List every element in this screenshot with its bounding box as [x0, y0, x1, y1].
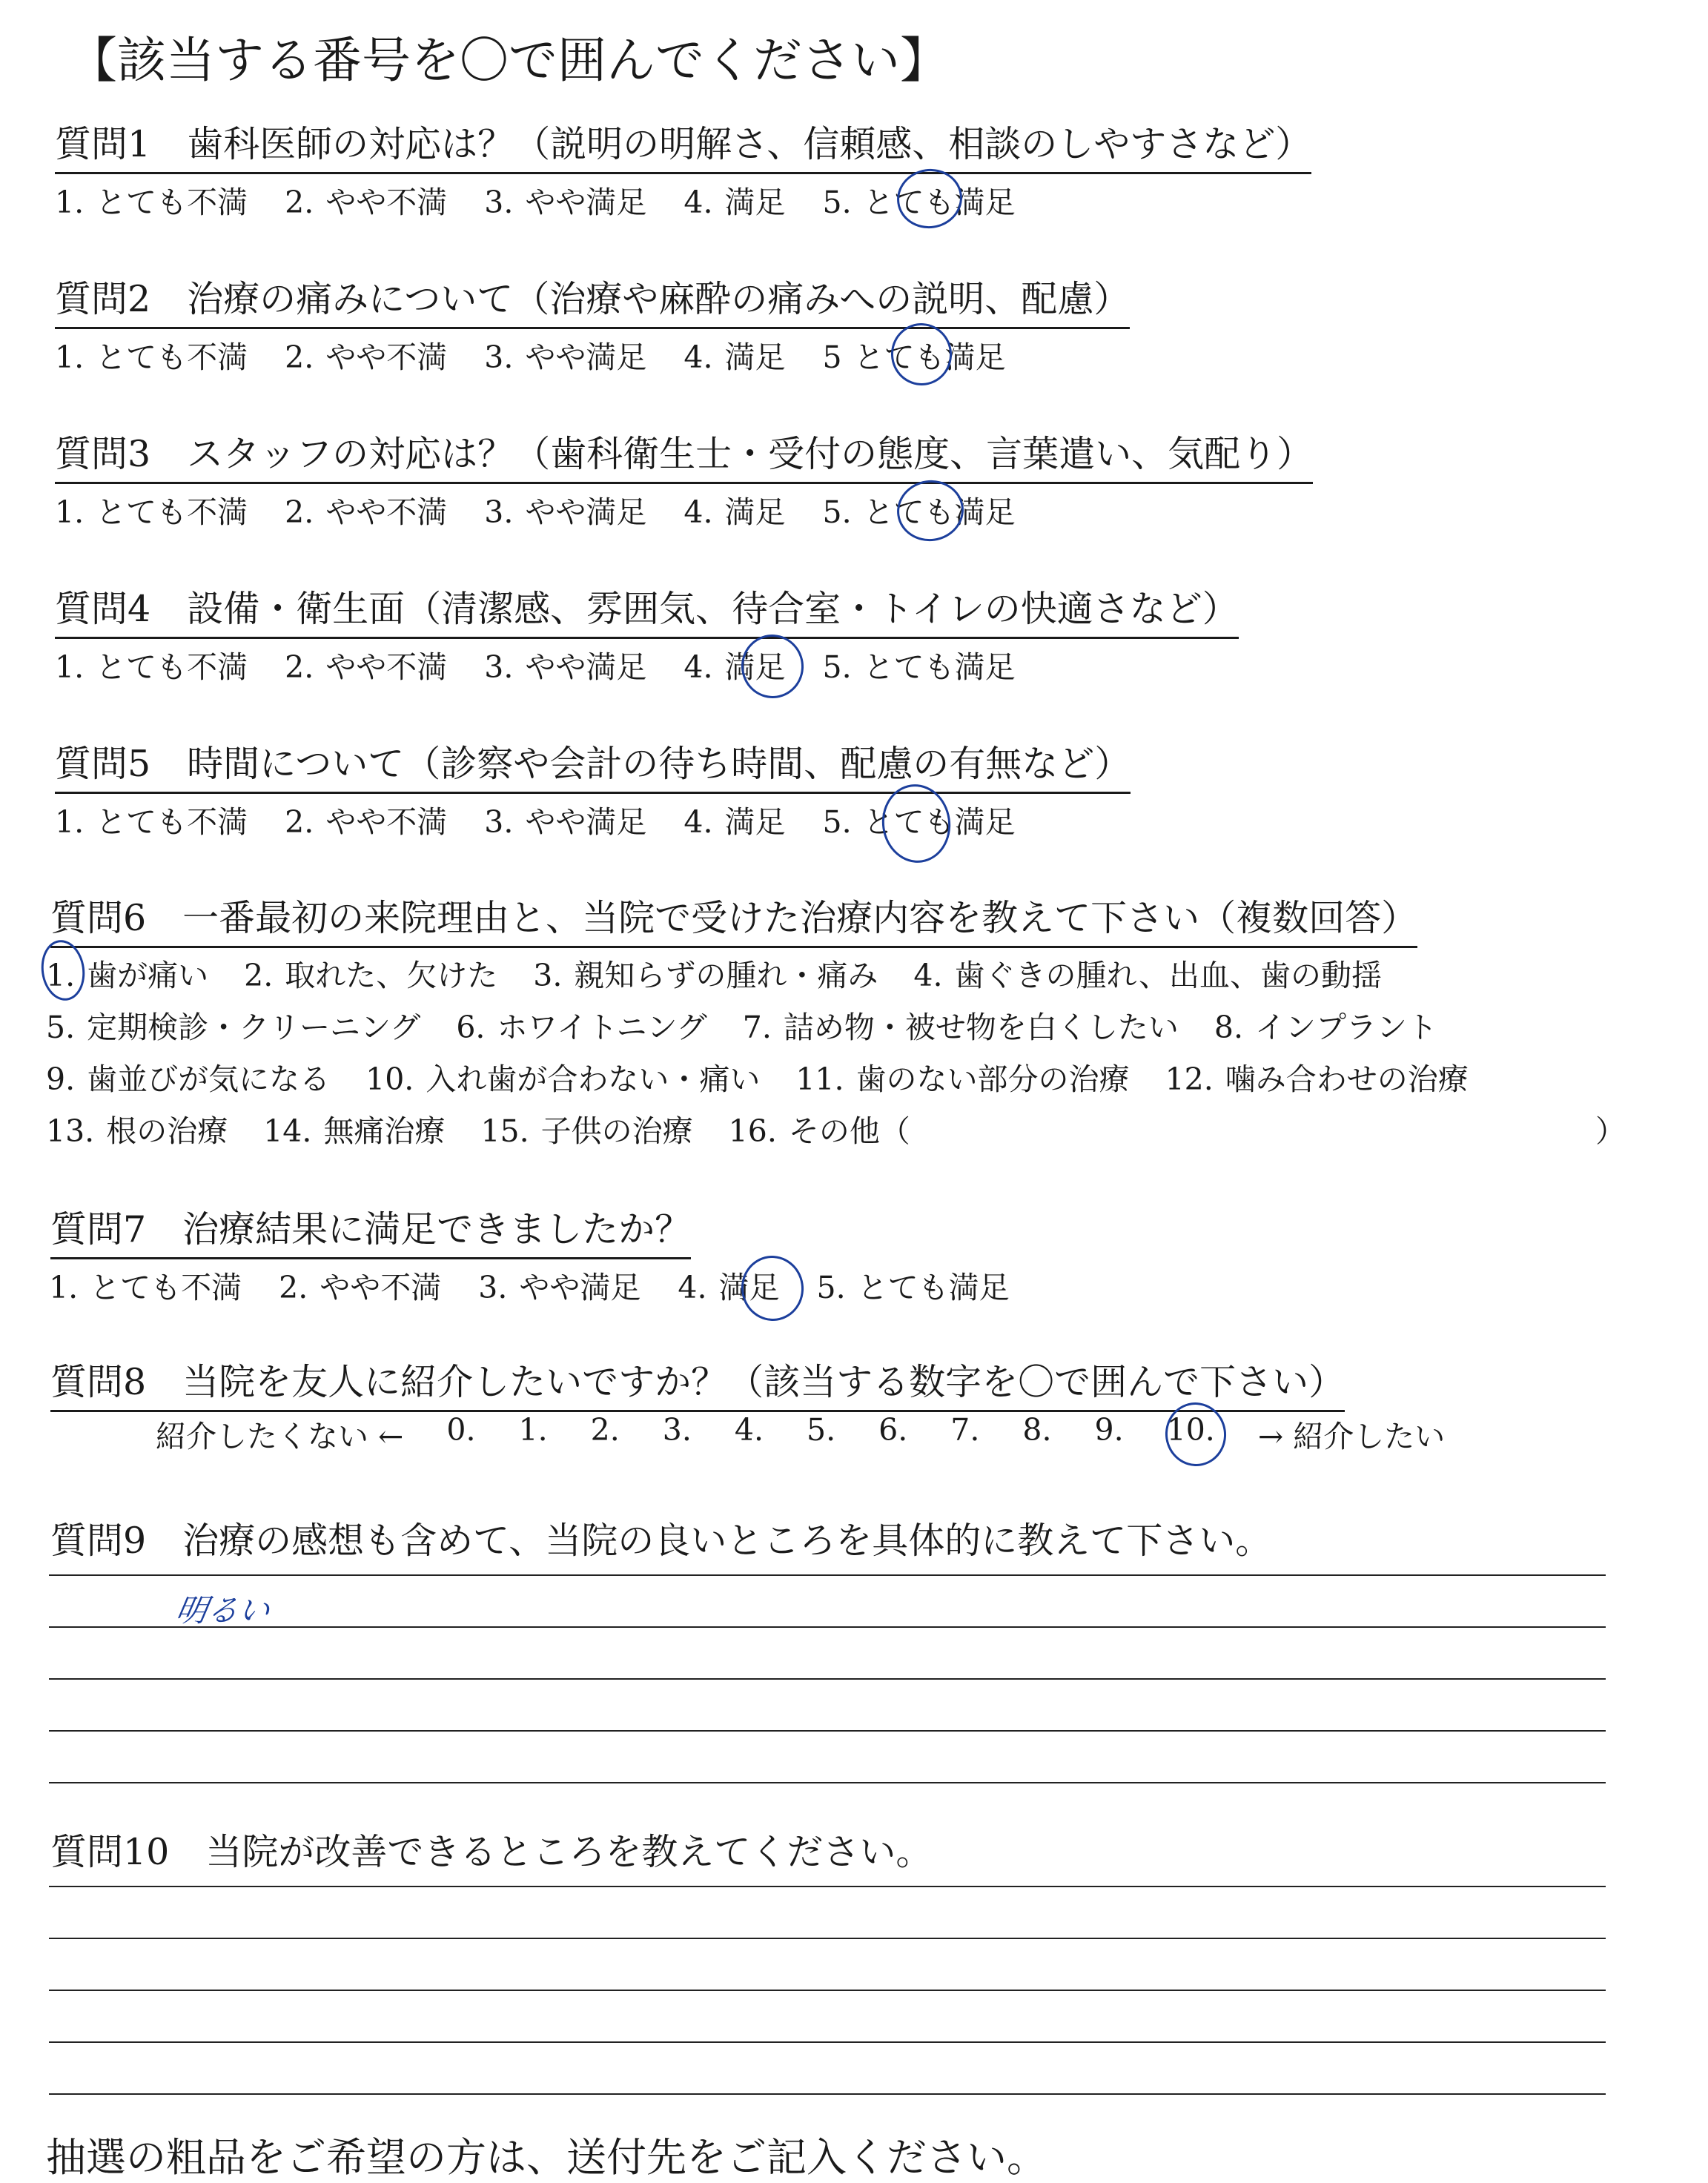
- answer-line[interactable]: [49, 1886, 1606, 1887]
- scale-option[interactable]: 8.: [1022, 1412, 1052, 1448]
- option-number[interactable]: 12.: [1165, 1061, 1214, 1097]
- answer-line[interactable]: [49, 1730, 1606, 1732]
- form-header: 【該当する番号を〇で囲んでください】: [68, 32, 949, 89]
- option-label: とても満足: [857, 1270, 1010, 1305]
- answer-line[interactable]: [49, 1782, 1606, 1783]
- scale-option[interactable]: 1.: [518, 1412, 548, 1448]
- option-number[interactable]: 14.: [263, 1113, 312, 1149]
- option-number[interactable]: 4.: [683, 494, 713, 530]
- scale-right-label: → 紹介したい: [1257, 1419, 1446, 1454]
- option-number[interactable]: 3.: [478, 1270, 508, 1305]
- option-number[interactable]: 2.: [244, 958, 274, 993]
- option-label: やや満足: [519, 1270, 641, 1305]
- option-label: やや不満: [325, 339, 448, 375]
- option-number[interactable]: 3.: [484, 804, 514, 840]
- option-number[interactable]: 16.: [728, 1113, 777, 1149]
- option-number-selected[interactable]: 5.: [822, 804, 852, 840]
- scale-option-selected[interactable]: 10.: [1166, 1412, 1215, 1448]
- option-number[interactable]: 5.: [822, 649, 852, 685]
- option-label: とても不満: [96, 185, 248, 220]
- option-label: 歯ぐきの腫れ、出血、歯の動揺: [954, 958, 1382, 993]
- answer-line[interactable]: [49, 2093, 1606, 2095]
- answer-line[interactable]: [49, 2041, 1606, 2043]
- other-close-paren: ）: [1595, 1113, 1626, 1149]
- option-label: やや満足: [525, 339, 647, 375]
- option-label: やや満足: [525, 804, 647, 840]
- scale-left-label: 紹介したくない ←: [156, 1419, 404, 1454]
- question-10-title: 質問10 当院が改善できるところを教えてください。: [50, 1831, 933, 1873]
- option-number[interactable]: 1.: [55, 185, 85, 220]
- question-2-title: 質問2 治療の痛みについて（治療や麻酔の痛みへの説明、配慮）: [55, 271, 1130, 329]
- q6-row-1: [46, 951, 1417, 995]
- option-label: とても満足: [863, 185, 1016, 220]
- q6-row-2: [46, 1003, 1473, 1047]
- option-number[interactable]: 6.: [456, 1010, 486, 1045]
- option-number[interactable]: 5.: [46, 1010, 76, 1045]
- option-number[interactable]: 8.: [1214, 1010, 1243, 1045]
- option-label: 定期検診・クリーニング: [87, 1010, 421, 1045]
- option-label: 歯並びが気になる: [87, 1061, 331, 1097]
- question-1-title: 質問1 歯科医師の対応は？（説明の明解さ、信頼感、相談のしやすさなど）: [55, 116, 1311, 174]
- option-label: 満足: [718, 1270, 780, 1305]
- option-label: やや満足: [525, 494, 647, 530]
- option-label: 満足: [724, 339, 786, 375]
- option-number-selected[interactable]: 4.: [678, 1270, 707, 1305]
- option-label: 親知らずの腫れ・痛み: [574, 958, 878, 993]
- question-8-title: 質問8 当院を友人に紹介したいですか？（該当する数字を〇で囲んで下さい）: [50, 1354, 1345, 1412]
- option-number[interactable]: 7.: [742, 1010, 772, 1045]
- question-3-title: 質問3 スタッフの対応は？（歯科衛生士・受付の態度、言葉遣い、気配り）: [55, 425, 1313, 484]
- handwritten-answer: 明るい: [173, 1592, 273, 1629]
- other-answer-field[interactable]: [997, 1107, 1594, 1145]
- option-number[interactable]: 1.: [55, 804, 85, 840]
- option-number[interactable]: 3.: [484, 494, 514, 530]
- answer-line[interactable]: [49, 1678, 1606, 1680]
- scale-option[interactable]: 6.: [878, 1412, 908, 1448]
- recommendation-scale: [156, 1412, 1488, 1456]
- answer-line[interactable]: [49, 1990, 1606, 1991]
- answer-line: [49, 1574, 1606, 1576]
- option-number[interactable]: 2.: [285, 339, 314, 375]
- option-number[interactable]: 1.: [55, 494, 85, 530]
- scale-option[interactable]: 2.: [590, 1412, 620, 1448]
- option-number[interactable]: 1.: [55, 339, 85, 375]
- option-label: やや不満: [325, 804, 448, 840]
- option-number[interactable]: 2.: [285, 804, 314, 840]
- option-number-selected[interactable]: 5.: [822, 185, 852, 220]
- option-label: 子供の治療: [540, 1113, 693, 1149]
- option-label: インプラント: [1255, 1010, 1437, 1045]
- option-number-selected[interactable]: 4.: [683, 649, 713, 685]
- option-label: とても不満: [96, 494, 248, 530]
- option-number[interactable]: 5.: [816, 1270, 846, 1305]
- scale-option[interactable]: 5.: [807, 1412, 836, 1448]
- option-number[interactable]: 3.: [533, 958, 563, 993]
- option-label: やや不満: [325, 649, 448, 685]
- option-number[interactable]: 10.: [365, 1061, 414, 1097]
- option-label: とても満足: [863, 804, 1016, 840]
- q6-row-4: [46, 1107, 946, 1150]
- scale-option[interactable]: 9.: [1094, 1412, 1124, 1448]
- option-label: やや不満: [325, 494, 448, 530]
- selection-circle: [737, 631, 807, 703]
- option-number[interactable]: 3.: [484, 649, 514, 685]
- question-6-title: 質問6 一番最初の来院理由と、当院で受けた治療内容を教えて下さい（複数回答）: [50, 890, 1417, 948]
- option-number[interactable]: 1.: [49, 1270, 79, 1305]
- question-4-options: [55, 643, 1053, 686]
- option-label: やや不満: [325, 185, 448, 220]
- option-number[interactable]: 4.: [683, 804, 713, 840]
- option-number[interactable]: 1.: [55, 649, 85, 685]
- option-label: 満足: [724, 494, 786, 530]
- option-label: 満足: [724, 804, 786, 840]
- scale-option[interactable]: 0.: [446, 1412, 476, 1448]
- option-label: 入れ歯が合わない・痛い: [426, 1061, 761, 1097]
- scale-option[interactable]: 4.: [734, 1412, 764, 1448]
- option-label: 詰め物・被せ物を白くしたい: [783, 1010, 1179, 1045]
- option-label: やや満足: [525, 649, 647, 685]
- question-5-title: 質問5 時間について（診察や会計の待ち時間、配慮の有無など）: [55, 735, 1131, 794]
- option-number[interactable]: 2.: [285, 494, 314, 530]
- option-label: とても不満: [90, 1270, 242, 1305]
- option-number[interactable]: 3.: [484, 339, 514, 375]
- option-label: とても満足: [863, 649, 1016, 685]
- option-number[interactable]: 4.: [913, 958, 943, 993]
- option-number[interactable]: 13.: [46, 1113, 95, 1149]
- option-number[interactable]: 2.: [279, 1270, 308, 1305]
- option-label: やや不満: [320, 1270, 442, 1305]
- option-label: 満足: [724, 649, 786, 685]
- option-label: 満足: [724, 185, 786, 220]
- q6-row-3: [46, 1055, 1504, 1099]
- option-number-selected[interactable]: 5.: [822, 494, 852, 530]
- option-number[interactable]: 15.: [480, 1113, 529, 1149]
- option-number-selected[interactable]: 5: [822, 339, 842, 375]
- footer-instruction: 抽選の粗品をご希望の方は、送付先をご記入ください。: [46, 2134, 1047, 2181]
- selection-circle: [887, 319, 956, 390]
- question-7-title: 質問7 治療結果に満足できましたか？: [50, 1201, 691, 1259]
- option-number[interactable]: 4.: [683, 339, 713, 375]
- question-4-title: 質問4 設備・衛生面（清潔感、雰囲気、待合室・トイレの快適さなど）: [55, 580, 1239, 639]
- option-label: とても満足: [863, 494, 1016, 530]
- option-number-selected[interactable]: 1.: [46, 958, 76, 993]
- scale-option[interactable]: 7.: [950, 1412, 980, 1448]
- scale-option[interactable]: 3.: [662, 1412, 692, 1448]
- option-label: とても不満: [96, 339, 248, 375]
- option-label: 無痛治療: [323, 1113, 446, 1149]
- option-label: 歯のない部分の治療: [855, 1061, 1130, 1097]
- option-number[interactable]: 3.: [484, 185, 514, 220]
- question-9-title: 質問9 治療の感想も含めて、当院の良いところを具体的に教えて下さい。: [50, 1520, 1272, 1562]
- question-7-options: [49, 1263, 1047, 1307]
- option-label: ホワイトニング: [497, 1010, 707, 1045]
- option-label: とても不満: [96, 804, 248, 840]
- option-label: 歯が痛い: [87, 958, 209, 993]
- selection-circle: [893, 165, 966, 232]
- selection-circle: [893, 476, 968, 546]
- option-number[interactable]: 2.: [285, 185, 314, 220]
- option-label: とても満足: [853, 339, 1006, 375]
- option-number[interactable]: 9.: [46, 1061, 76, 1097]
- option-label: 噛み合わせの治療: [1225, 1061, 1469, 1097]
- option-label: 根の治療: [106, 1113, 228, 1149]
- option-number[interactable]: 2.: [285, 649, 314, 685]
- option-number[interactable]: 11.: [795, 1061, 844, 1097]
- option-label: 取れた、欠けた: [285, 958, 498, 993]
- option-number[interactable]: 4.: [683, 185, 713, 220]
- option-label: その他（: [788, 1113, 910, 1149]
- option-label: やや満足: [525, 185, 647, 220]
- answer-line[interactable]: [49, 1938, 1606, 1939]
- answer-line[interactable]: [49, 1626, 1606, 1628]
- option-label: とても不満: [96, 649, 248, 685]
